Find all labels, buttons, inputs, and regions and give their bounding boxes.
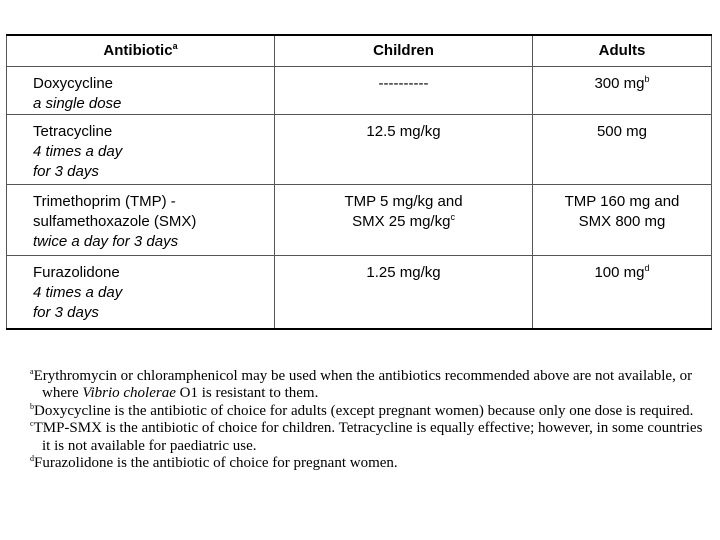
drug-cell (7, 185, 275, 256)
regimen: 4 times a day (33, 284, 123, 301)
regimen: for 3 days (33, 304, 99, 321)
footnote (30, 420, 720, 455)
footnote-marker: a (172, 41, 178, 51)
footnote-italic-text: Vibrio cholerae (82, 385, 176, 402)
footnote-marker: b (30, 401, 34, 411)
adults-dose-cell (533, 185, 712, 256)
adults-dose: 300 mg (594, 75, 645, 92)
footnote-text: Erythromycin or chloramphenicol may be used when the antibiotics recommended above are not available, or (33, 368, 693, 384)
adults-dose-cell (533, 256, 712, 329)
drug-name: Doxycycline (33, 75, 114, 92)
header-children: Children (275, 35, 533, 67)
footnote-text: O1 is resistant to them. (175, 385, 319, 402)
footnote-marker: c (450, 212, 455, 222)
regimen: for 3 days (33, 163, 99, 180)
drug-name: Trimethoprim (TMP) - (33, 193, 176, 210)
antibiotic-table (6, 34, 712, 330)
footnote-text: it is not available for paediatric use. (42, 437, 257, 454)
table-header-row (7, 35, 712, 67)
adults-dose-cell (533, 67, 712, 115)
table-row (7, 115, 712, 185)
footnote (30, 368, 720, 403)
drug-cell (7, 67, 275, 115)
regimen: twice a day for 3 days (33, 233, 179, 250)
footnote-marker: a (30, 367, 34, 376)
adults-dose: 100 mg (594, 264, 645, 281)
drug-name: Tetracycline (33, 123, 113, 140)
footnote-text: Furazolidone is the antibiotic of choice for pregnant women. (34, 455, 398, 472)
adults-dose: 500 mg (533, 115, 712, 185)
regimen: a single dose (33, 95, 122, 112)
header-antibiotic (7, 35, 275, 67)
footnote-text: Doxycycline is the antibiotic of choice for adults (except pregnant women) because only one dose is required. (34, 402, 694, 419)
drug-cell (7, 115, 275, 185)
footnote-text: TMP-SMX is the antibiotic of choice for children. Tetracycline is equally effective; however, in some countries (33, 420, 703, 437)
adults-dose: TMP 160 mg and (564, 193, 680, 210)
footnotes (30, 368, 720, 472)
footnote-marker: b (644, 74, 650, 84)
footnote-marker: d (30, 454, 34, 464)
drug-name: sulfamethoxazole (SMX) (33, 213, 197, 230)
header-antibiotic-label: Antibiotic (103, 42, 173, 59)
adults-dose: SMX 800 mg (578, 213, 666, 230)
drug-cell (7, 256, 275, 329)
children-dose: TMP 5 mg/kg and (344, 193, 463, 210)
children-dose: SMX 25 mg/kg (352, 213, 451, 230)
table-row (7, 185, 712, 256)
footnote (30, 455, 720, 472)
footnote (30, 403, 720, 420)
children-dose: ---------- (275, 67, 533, 115)
children-dose-cell (275, 185, 533, 256)
table-row (7, 256, 712, 329)
footnote-marker: c (30, 419, 34, 429)
header-adults: Adults (533, 35, 712, 67)
footnote-text: where (42, 385, 83, 402)
regimen: 4 times a day (33, 143, 123, 160)
drug-name: Furazolidone (33, 264, 120, 281)
table-row (7, 67, 712, 115)
children-dose: 12.5 mg/kg (275, 115, 533, 185)
children-dose: 1.25 mg/kg (275, 256, 533, 329)
footnote-marker: d (644, 263, 650, 273)
